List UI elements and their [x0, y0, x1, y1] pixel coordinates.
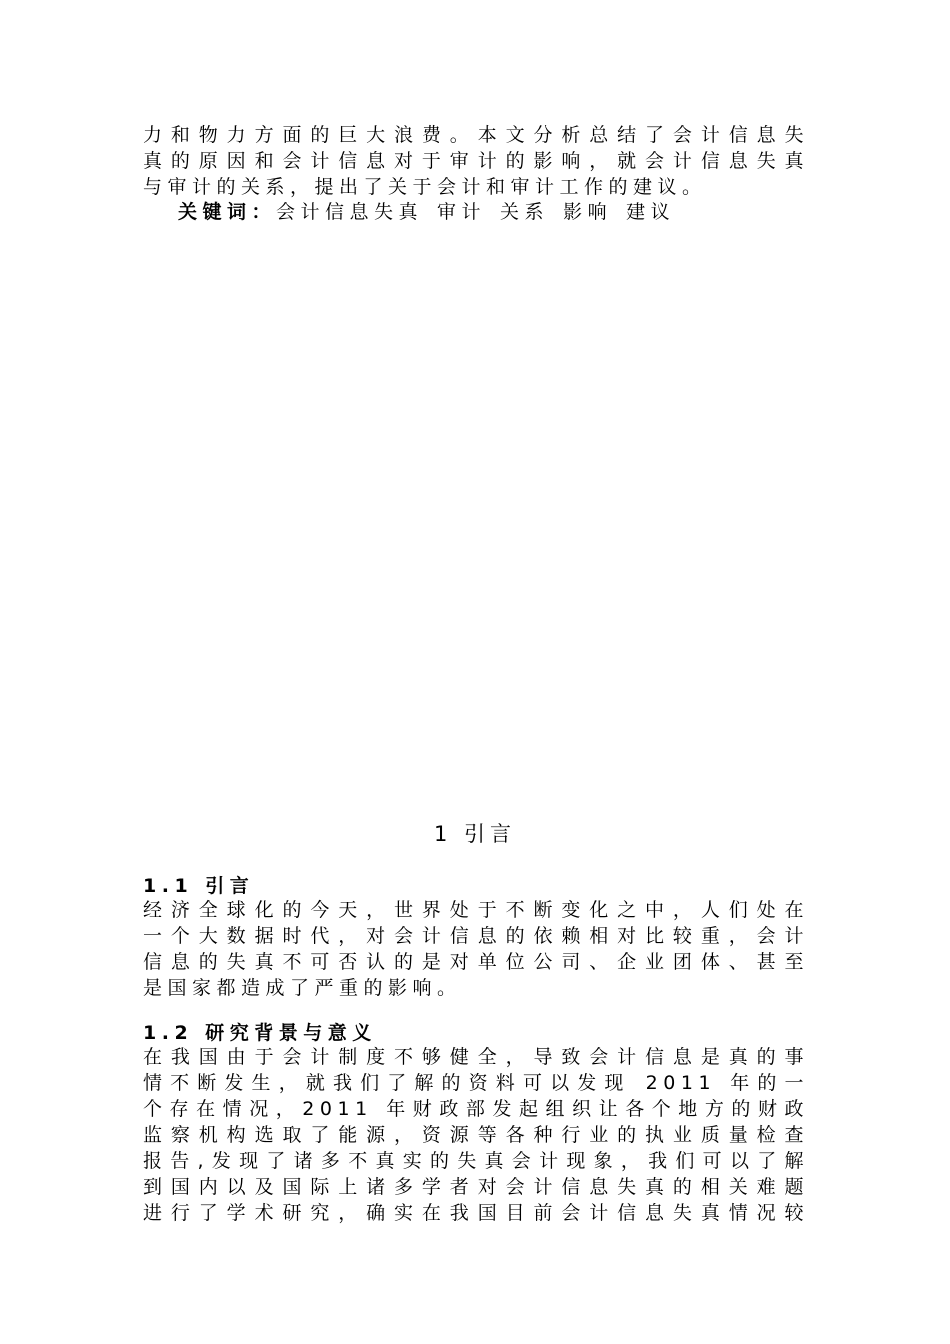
section-heading: 1.2 研究背景与意义 — [143, 1022, 377, 1044]
keyword-item: 关系 — [500, 201, 550, 223]
paragraph-line: 报告,发现了诸多不真实的失真会计现象，我们可以了解 — [143, 1150, 809, 1172]
keyword-item: 影响 — [563, 201, 613, 223]
paragraph-line: 是国家都造成了严重的影响。 — [143, 977, 462, 999]
chapter-title: 1 引言 — [433, 822, 517, 846]
section-paragraph — [143, 897, 809, 1001]
paragraph-line: 信息的失真不可否认的是对单位公司、企业团体、甚至 — [143, 951, 809, 973]
keywords-line — [178, 199, 689, 225]
keyword-item: 审计 — [437, 201, 487, 223]
section-heading: 1.1 引言 — [143, 875, 255, 897]
keyword-item: 建议 — [626, 201, 676, 223]
paragraph-line: 情不断发生，就我们了解的资料可以发现 2011 年的一 — [143, 1072, 809, 1094]
paragraph-line: 一个大数据时代，对会计信息的依赖相对比较重，会计 — [143, 925, 809, 947]
paragraph-line: 经济全球化的今天，世界处于不断变化之中，人们处在 — [143, 899, 809, 921]
abstract-line: 真的原因和会计信息对于审计的影响，就会计信息失真 — [143, 150, 809, 172]
paragraph-line: 在我国由于会计制度不够健全，导致会计信息是真的事 — [143, 1046, 809, 1068]
paragraph-line: 个存在情况，2011 年财政部发起组织让各个地方的财政 — [143, 1098, 809, 1120]
keywords-label: 关键词： — [178, 201, 277, 223]
abstract-line: 力和物力方面的巨大浪费。本文分析总结了会计信息失 — [143, 124, 809, 146]
paragraph-line: 监察机构选取了能源，资源等各种行业的执业质量检查 — [143, 1124, 809, 1146]
paragraph-line: 到国内以及国际上诸多学者对会计信息失真的相关难题 — [143, 1176, 809, 1198]
abstract-paragraph — [143, 122, 809, 200]
abstract-line: 与审计的关系，提出了关于会计和审计工作的建议。 — [143, 176, 707, 198]
paragraph-line: 进行了学术研究，确实在我国目前会计信息失真情况较 — [143, 1202, 809, 1224]
section-paragraph — [143, 1044, 809, 1226]
keyword-item: 会计信息失真 — [276, 201, 424, 223]
